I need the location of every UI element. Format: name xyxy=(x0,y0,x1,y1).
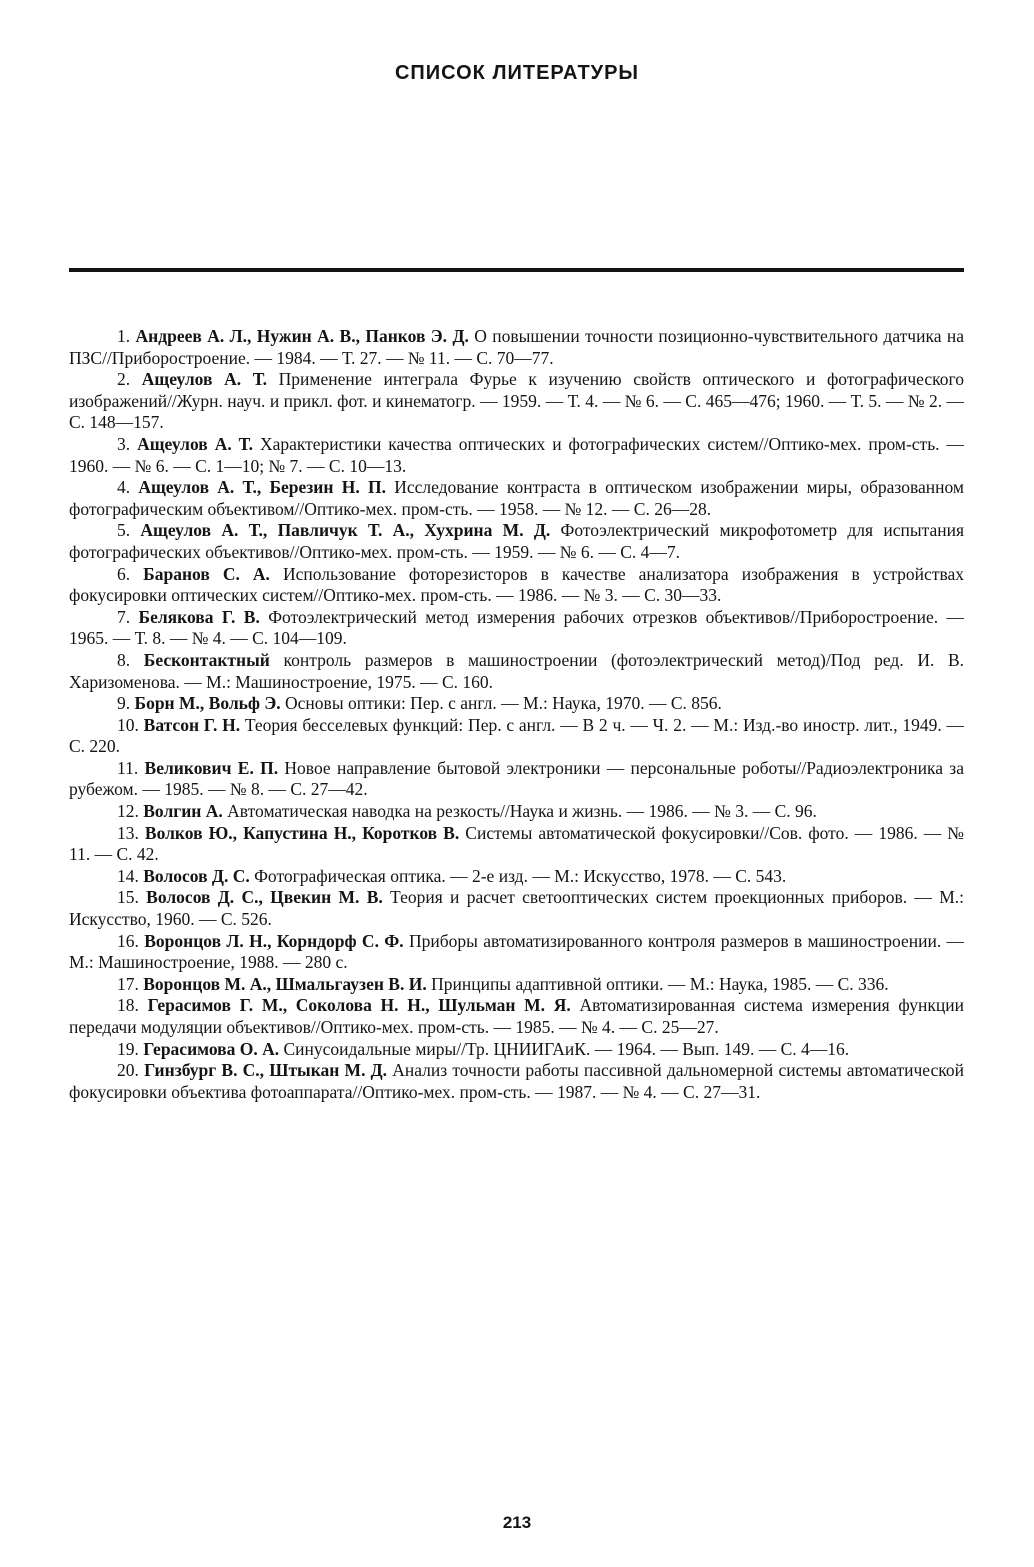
reference-authors: Баранов С. А. xyxy=(143,563,270,584)
reference-text: О повышении точности позиционно-чувствительного датчика на ПЗС//Приборостроение. — 1984. — Т. 27. — № 11. — С. 70—77. xyxy=(69,326,964,368)
reference-number: 5. xyxy=(117,520,131,541)
reference-authors: Герасимова О. А. xyxy=(143,1038,280,1059)
reference-authors: Ащеулов А. Т. xyxy=(141,369,268,390)
reference-item xyxy=(69,931,964,974)
page-heading: СПИСОК ЛИТЕРАТУРЫ xyxy=(394,62,640,84)
reference-authors: Ащеулов А. Т., Павличук Т. А., Хухрина М. Д. xyxy=(140,520,551,541)
reference-item xyxy=(69,564,964,607)
reference-text: Фотографическая оптика. — 2-е изд. — М.: Искусство, 1978. — С. 543. xyxy=(254,865,787,886)
reference-text: Фотоэлектрический микрофотометр для испытания фотографических объективов//Оптико-мех. пром-сть. — 1959. — № 6. — С. 4—7. xyxy=(69,520,964,562)
reference-item xyxy=(69,477,964,520)
reference-number: 6. xyxy=(117,563,131,584)
reference-number: 20. xyxy=(117,1060,139,1081)
reference-number: 9. xyxy=(117,693,131,714)
reference-item xyxy=(69,974,964,996)
reference-text: Автоматизированная система измерения функции передачи модуляции объективов//Оптико-мех. пром-сть. — 1985. — № 4. — С. 25—27. xyxy=(69,995,965,1037)
reference-number: 13. xyxy=(117,822,139,843)
reference-item xyxy=(69,693,964,715)
reference-text: Системы автоматической фокусировки//Сов. фото. — 1986. — № 11. — С. 42. xyxy=(69,822,964,865)
reference-authors: Волгин А. xyxy=(143,801,223,822)
reference-item xyxy=(69,369,964,434)
reference-text: Исследование контраста в оптическом изображении миры, образованном фотографическим объективом//Оптико-мех. пром-сть. — 1958. — № 12. — С. 26—28. xyxy=(69,477,964,519)
reference-number: 1. xyxy=(117,326,131,346)
reference-authors: Ватсон Г. Н. xyxy=(143,714,241,735)
reference-number: 16. xyxy=(117,930,139,951)
reference-text: контроль размеров в машиностроении (фотоэлектрический метод)/Под ред. И. В. Харизоменова. — М.: Машиностроение, 1975. — С. 160. xyxy=(69,649,965,692)
reference-text: Теория бесселевых функций: Пер. с англ. — В 2 ч. — Ч. 2. — М.: Изд.-во иностр. лит., 1949. — С. 220. xyxy=(69,714,965,757)
reference-text: Анализ точности работы пассивной дальномерной системы автоматической фокусировки объектива фотоаппарата//Оптико-мех. пром-сть. — 1987. — № 4. — С. 27—31. xyxy=(69,1060,964,1102)
reference-authors: Великович Е. П. xyxy=(144,757,279,778)
reference-text: Синусоидальные миры//Тр. ЦНИИГАиК. — 1964. — Вып. 149. — С. 4—16. xyxy=(283,1038,850,1059)
reference-authors: Волосов Д. С. xyxy=(143,865,250,886)
reference-text: Применение интеграла Фурье к изучению свойств оптического и фотографического изображений//Журн. науч. и прикл. фот. и кинематогр. — 1959. — Т. 4. — № 6. — С. 465—476; 1960. — Т. 5. — № 2. — С. 148—157. xyxy=(69,369,965,433)
reference-authors: Белякова Г. В. xyxy=(138,606,260,627)
reference-text: Автоматическая наводка на резкость//Наука и жизнь. — 1986. — № 3. — С. 96. xyxy=(227,801,817,822)
reference-text: Теория и расчет светооптических систем проекционных приборов. — М.: Искусство, 1960. — С. 526. xyxy=(69,887,964,930)
reference-number: 14. xyxy=(117,865,139,886)
reference-text: Фотоэлектрический метод измерения рабочих отрезков объективов//Приборостроение. — 1965. — Т. 8. — № 4. — С. 104—109. xyxy=(69,606,965,649)
page-number: 213 xyxy=(502,1513,532,1532)
reference-authors: Борн М., Вольф Э. xyxy=(134,693,281,714)
reference-list xyxy=(69,326,964,1103)
reference-number: 11. xyxy=(117,757,139,778)
reference-item xyxy=(69,801,964,823)
reference-authors: Волков Ю., Капустина Н., Коротков В. xyxy=(144,822,460,843)
reference-authors: Воронцов Л. Н., Корндорф С. Ф. xyxy=(144,930,404,951)
reference-item xyxy=(69,715,964,758)
reference-number: 17. xyxy=(117,973,139,994)
reference-authors: Волосов Д. С., Цвекин М. В. xyxy=(146,887,383,908)
reference-authors: Бесконтактный xyxy=(143,649,270,670)
reference-number: 15. xyxy=(117,887,139,908)
reference-item xyxy=(69,823,964,866)
reference-item xyxy=(69,995,964,1038)
reference-authors: Герасимов Г. М., Соколова Н. Н., Шульман М. Я. xyxy=(147,995,571,1016)
reference-text: Основы оптики: Пер. с англ. — М.: Наука, 1970. — С. 856. xyxy=(285,693,722,714)
reference-item xyxy=(69,866,964,888)
reference-authors: Гинзбург В. С., Штыкан М. Д. xyxy=(144,1060,388,1081)
reference-item xyxy=(69,1039,964,1061)
reference-text: Использование фоторезисторов в качестве анализатора изображения в устройствах фокусировки оптических систем//Оптико-мех. пром-сть. — 1986. — № 3. — С. 30—33. xyxy=(69,563,965,606)
reference-item xyxy=(69,326,964,369)
reference-number: 19. xyxy=(117,1038,139,1059)
reference-authors: Ащеулов А. Т. xyxy=(137,433,253,454)
reference-number: 4. xyxy=(117,477,131,498)
reference-item xyxy=(69,434,964,477)
reference-item xyxy=(69,650,964,693)
reference-item xyxy=(69,607,964,650)
reference-item xyxy=(69,520,964,563)
reference-item xyxy=(69,1060,964,1103)
header-rule xyxy=(69,268,964,272)
reference-text: Новое направление бытовой электроники — персональные роботы//Радиоэлектроника за рубежом. — 1985. — № 8. — С. 27—42. xyxy=(69,757,964,800)
reference-authors: Андреев А. Л., Нужин А. В., Панков Э. Д. xyxy=(135,326,469,346)
reference-item xyxy=(69,887,964,930)
reference-authors: Ащеулов А. Т., Березин Н. П. xyxy=(138,477,386,498)
reference-number: 18. xyxy=(117,995,139,1016)
reference-authors: Воронцов М. А., Шмальгаузен В. И. xyxy=(143,973,427,994)
reference-number: 3. xyxy=(117,433,131,454)
reference-number: 12. xyxy=(117,801,139,822)
reference-number: 8. xyxy=(117,649,131,670)
reference-text: Принципы адаптивной оптики. — М.: Наука, 1985. — С. 336. xyxy=(431,973,889,994)
reference-text: Приборы автоматизированного контроля размеров в машиностроении. — М.: Машиностроение, 1988. — 280 с. xyxy=(69,930,965,973)
reference-text: Характеристики качества оптических и фотографических систем//Оптико-мех. пром-сть. — 1960. — № 6. — С. 1—10; № 7. — С. 10—13. xyxy=(69,433,965,476)
reference-number: 2. xyxy=(117,369,131,390)
reference-item xyxy=(69,758,964,801)
reference-number: 7. xyxy=(117,606,131,627)
reference-number: 10. xyxy=(117,714,139,735)
